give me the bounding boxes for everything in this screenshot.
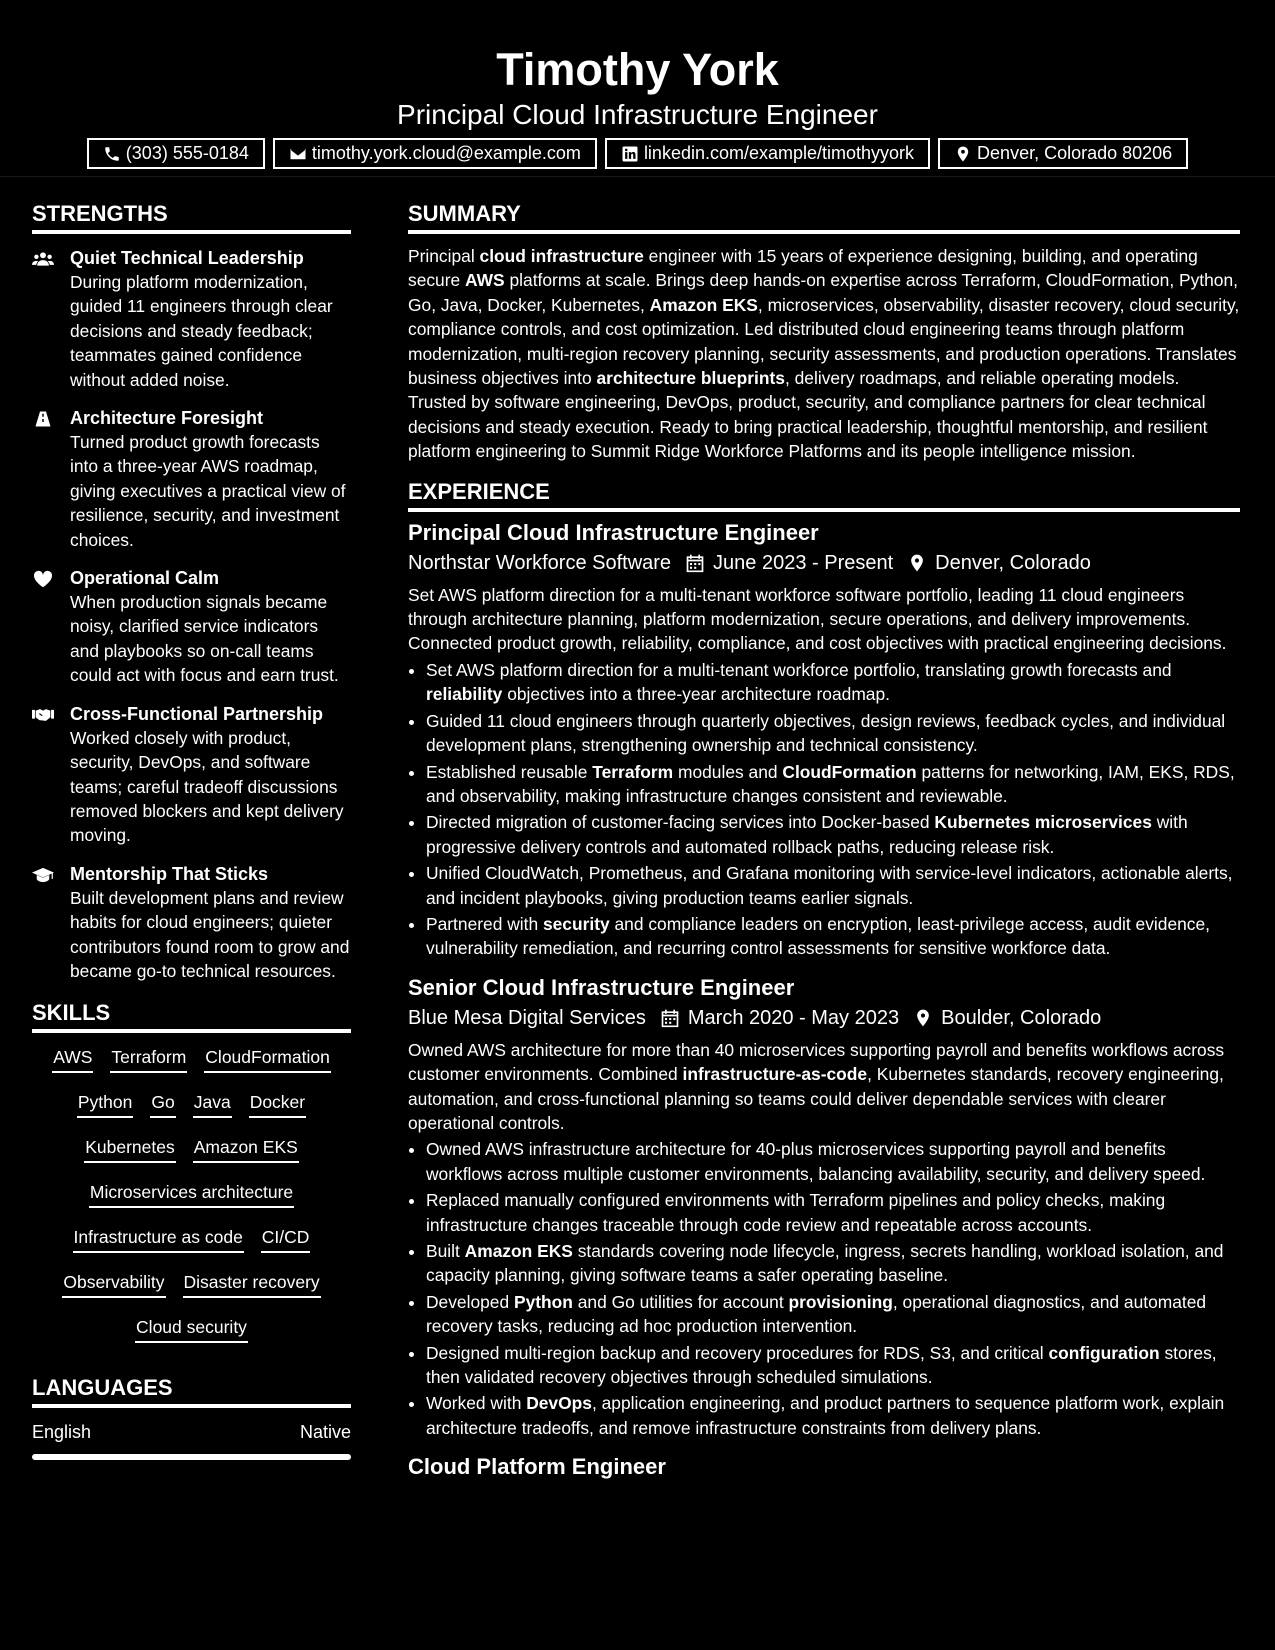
email-chip[interactable] — [273, 138, 597, 169]
bullet-item: • Worked with DevOps, application engineering, and product partners to sequence platform work, explain architecture tradeoffs, and remove infrastructure constraints from delivery plans. — [426, 1391, 1240, 1440]
job-description: Owned AWS architecture for more than 40 microservices supporting payroll and benefits workflows across customer environments. Combined infrastructure-as-code, Kubernetes standards, recovery engineering, automation, and cross-functional planning so teams could deliver dependable services with clearer operational controls. — [408, 1039, 1225, 1133]
right-column — [408, 198, 1240, 1494]
bullet-item: • Partnered with security and compliance leaders on encryption, least-privilege access, audit evidence, vulnerability remediation, and recurring control assessments for sensitive workforce data. — [426, 912, 1240, 961]
skills-list — [32, 1045, 351, 1360]
graduation-cap-icon — [32, 862, 70, 984]
skill-tag: Kubernetes — [84, 1135, 176, 1163]
strength-title: Cross-Functional Partnership — [70, 703, 324, 724]
strength-title: Mentorship That Sticks — [70, 863, 269, 884]
skill-row — [32, 1270, 351, 1315]
skill-tag: Java — [193, 1090, 232, 1118]
job-bullets — [408, 658, 1240, 961]
bullet-item: • Replaced manually configured environments with Terraform pipelines and policy checks, making infrastructure changes traceable through code review and repeatable across accounts. — [426, 1188, 1240, 1237]
bullet-item: • Developed Python and Go utilities for account provisioning, operational diagnostics, and automated recovery tasks, reducing ad hoc production intervention. — [426, 1290, 1240, 1339]
job-entry — [408, 1452, 1240, 1482]
bullet-item: • Owned AWS infrastructure architecture for 40-plus microservices supporting payroll and benefits workflows across multiple customer environments, balancing availability, security, and delivery speed. — [426, 1137, 1240, 1186]
candidate-title: Principal Cloud Infrastructure Engineer — [397, 99, 878, 130]
bullet-item: • Established reusable Terraform modules and CloudFormation patterns for networking, IAM, EKS, RDS, and observability, making infrastructure changes consistent and reviewable. — [426, 760, 1240, 809]
email-text: timothy.york.cloud@example.com — [311, 143, 581, 163]
skill-tag: Infrastructure as code — [73, 1225, 244, 1253]
map-pin-icon — [907, 553, 927, 573]
strength-item — [32, 566, 351, 688]
skill-row — [32, 1180, 351, 1225]
strength-description: During platform modernization, guided 11 engineers through clear decisions and steady feedback; teammates gained confidence without added noise. — [70, 272, 333, 390]
job-entry — [408, 518, 1240, 961]
skill-tag: Python — [77, 1090, 133, 1118]
phone-chip[interactable] — [87, 138, 265, 169]
skill-row — [32, 1135, 351, 1180]
company-name: Blue Mesa Digital Services — [408, 1006, 646, 1029]
strength-item — [32, 702, 351, 848]
location-chip — [938, 138, 1188, 169]
skill-tag: Go — [150, 1090, 175, 1118]
skill-row — [32, 1090, 351, 1135]
strength-title: Operational Calm — [70, 568, 220, 589]
experience-heading: EXPERIENCE — [408, 476, 1240, 512]
skills-heading: SKILLS — [32, 997, 351, 1033]
skill-tag: Docker — [249, 1090, 306, 1118]
linkedin-chip[interactable] — [605, 138, 930, 169]
job-entry — [408, 973, 1240, 1441]
skill-tag: Terraform — [110, 1045, 187, 1073]
summary-heading: SUMMARY — [408, 198, 1240, 234]
job-dates: March 2020 - May 2023 — [687, 1006, 900, 1029]
skill-tag: CloudFormation — [204, 1045, 331, 1073]
job-meta — [408, 1004, 1240, 1032]
map-pin-icon — [913, 1008, 933, 1028]
bullet-item: • Guided 11 cloud engineers through quarterly objectives, design reviews, feedback cycles, and individual development plans, strengthening ownership and technical consistency. — [426, 709, 1240, 758]
job-dates: June 2023 - Present — [713, 551, 894, 574]
skill-tag: Amazon EKS — [193, 1135, 299, 1163]
handshake-icon — [32, 702, 70, 848]
bullet-item: • Directed migration of customer-facing services into Docker-based Kubernetes microservices with progressive delivery controls and automated rollback paths, reducing release risk. — [426, 810, 1240, 859]
job-location: Boulder, Colorado — [941, 1006, 1102, 1029]
contact-bar — [0, 138, 1275, 169]
summary-text: Principal cloud infrastructure engineer with 15 years of experience designing, building, and operating secure AWS platforms at scale. Brings deep hands-on expertise across Terraform, CloudFormation, Python, Go, Java, Docker, Kubernetes, Amazon EKS, microservices, observability, disaster recovery, cloud security, compliance controls, and cost optimization. Led distributed cloud engineering teams through platform modernization, multi-region recovery planning, security assessments, and production operations. Translates business objectives into architecture blueprints, delivery roadmaps, and reliable operating models. Trusted by software engineering, DevOps, product, security, and compliance partners for clear technical decisions and steady execution. Ready to bring practical leadership, thoughtful mentorship, and resilient platform engineering to Summit Ridge Workforce Platforms and its people intelligence mission. — [408, 246, 1240, 462]
skill-row — [32, 1045, 351, 1090]
location-text: Denver, Colorado 80206 — [977, 143, 1173, 163]
skill-row — [32, 1225, 351, 1270]
company-name: Northstar Workforce Software — [408, 551, 672, 574]
linkedin-icon — [621, 145, 639, 163]
candidate-name: Timothy York — [496, 44, 779, 95]
phone-text: (303) 555-0184 — [125, 143, 249, 163]
job-description: Set AWS platform direction for a multi-tenant workforce software portfolio, leading 11 cloud engineers through architecture planning, platform modernization, secure operations, and delivery improvements. Connected product growth, reliability, compliance, and cost objectives with practical engineering decisions. — [408, 584, 1227, 654]
language-name: English — [32, 1422, 92, 1443]
strength-item — [32, 862, 351, 984]
strengths-heading: STRENGTHS — [32, 198, 351, 234]
job-title: Cloud Platform Engineer — [408, 1454, 666, 1480]
skill-tag: Cloud security — [135, 1315, 248, 1343]
skill-tag: AWS — [52, 1045, 93, 1073]
strength-title: Quiet Technical Leadership — [70, 248, 304, 268]
languages-list — [32, 1420, 351, 1460]
skill-row — [32, 1315, 351, 1360]
job-title: Senior Cloud Infrastructure Engineer — [408, 974, 795, 1000]
heart-icon — [32, 566, 70, 688]
experience-list — [408, 518, 1240, 1483]
envelope-icon — [289, 145, 307, 163]
language-proficiency-bar — [32, 1454, 351, 1460]
strength-title: Architecture Foresight — [70, 408, 264, 429]
strength-description: Built development plans and review habits for cloud engineers; quieter contributors found room to grow and became go-to technical resources. — [70, 887, 350, 981]
bullet-item: • Set AWS platform direction for a multi-tenant workforce portfolio, translating growth forecasts and reliability objectives into a three-year architecture roadmap. — [426, 658, 1240, 707]
map-pin-icon — [954, 145, 972, 163]
bullet-item: • Designed multi-region backup and recovery procedures for RDS, S3, and critical configuration stores, then validated recovery objectives through scheduled simulations. — [426, 1341, 1240, 1390]
language-item — [32, 1420, 351, 1460]
calendar-icon — [685, 553, 705, 573]
strength-description: Turned product growth forecasts into a three-year AWS roadmap, giving executives a practical view of resilience, security, and investment choices. — [70, 432, 346, 550]
strength-item — [32, 406, 351, 552]
calendar-icon — [660, 1008, 680, 1028]
skill-tag: Disaster recovery — [183, 1270, 321, 1298]
job-bullets — [408, 1137, 1240, 1440]
users-icon — [32, 246, 70, 392]
left-column — [32, 198, 351, 1460]
strengths-list — [32, 246, 351, 983]
skill-tag: Observability — [62, 1270, 165, 1298]
resume-header — [0, 0, 1275, 177]
phone-icon — [103, 145, 121, 163]
strength-description: When production signals became noisy, clarified service indicators and playbooks so on-call teams could act with focus and earn trust. — [70, 592, 339, 686]
strength-description: Worked closely with product, security, DevOps, and software teams; careful tradeoff discussions removed blockers and kept delivery moving. — [70, 727, 344, 846]
road-icon — [32, 406, 70, 552]
skill-tag: Microservices architecture — [89, 1180, 294, 1208]
strength-item — [32, 246, 351, 392]
linkedin-text: linkedin.com/example/timothyyork — [643, 143, 915, 163]
job-title: Principal Cloud Infrastructure Engineer — [408, 519, 819, 545]
bullet-item: • Unified CloudWatch, Prometheus, and Grafana monitoring with service-level indicators, actionable alerts, and incident playbooks, giving production teams earlier signals. — [426, 861, 1240, 910]
job-location: Denver, Colorado — [935, 551, 1091, 574]
language-level: Native — [299, 1422, 351, 1443]
skill-tag: CI/CD — [261, 1225, 311, 1253]
bullet-item: • Built Amazon EKS standards covering node lifecycle, ingress, secrets handling, workload isolation, and capacity planning, giving software teams a safer operating baseline. — [426, 1239, 1240, 1288]
job-meta — [408, 549, 1240, 577]
languages-heading: LANGUAGES — [32, 1372, 351, 1408]
